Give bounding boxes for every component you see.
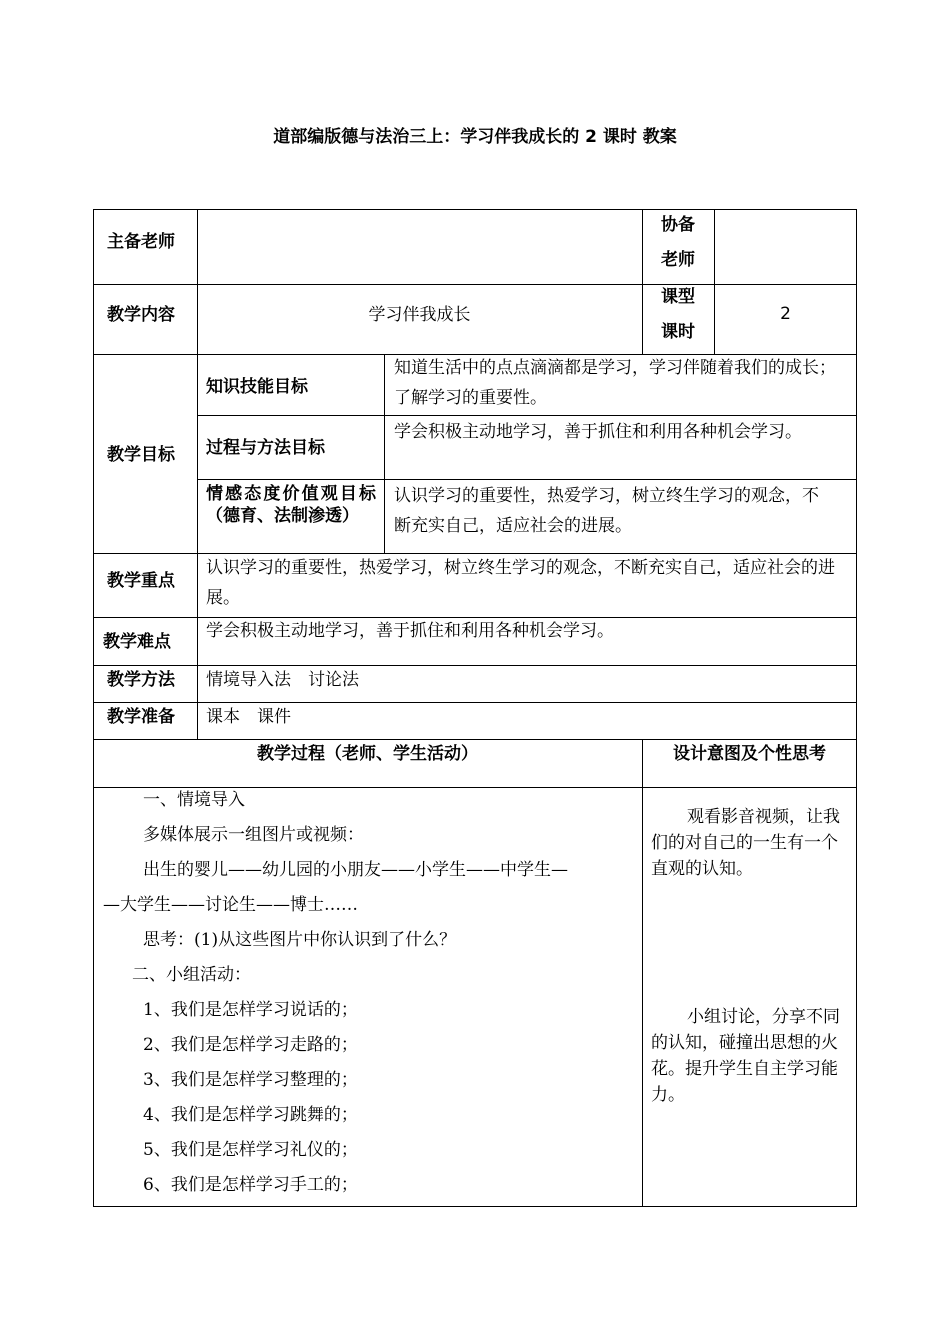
row-divider bbox=[93, 787, 857, 788]
column-divider bbox=[714, 209, 715, 354]
lesson-type-label-line1: 课型 bbox=[661, 287, 695, 307]
process-line: 1、我们是怎样学习说话的； bbox=[143, 1000, 358, 1020]
process-line: 一、情境导入 bbox=[143, 790, 245, 810]
design-note: 观看影音视频，让我们的对自己的一生有一个直观的认知。 bbox=[651, 807, 840, 879]
content-label: 教学内容 bbox=[107, 305, 175, 325]
method-label: 教学方法 bbox=[107, 670, 175, 690]
row-divider bbox=[93, 284, 857, 285]
column-divider bbox=[197, 209, 198, 739]
co-teacher-label-line2: 老师 bbox=[661, 250, 695, 270]
process-line: 2、我们是怎样学习走路的； bbox=[143, 1035, 358, 1055]
preparation-text: 课本 课件 bbox=[206, 707, 291, 727]
row-divider bbox=[93, 739, 857, 740]
process-line: 二、小组活动： bbox=[132, 965, 251, 985]
goal-emotion-text: 认识学习的重要性，热爱学习，树立终生学习的观念，不断充实自己，适应社会的进展。 bbox=[394, 486, 819, 536]
row-divider bbox=[93, 617, 857, 618]
row-divider bbox=[93, 665, 857, 666]
difficulty-label: 教学难点 bbox=[103, 632, 171, 652]
design-note: 小组讨论，分享不同的认知，碰撞出思想的火花。提升学生自主学习能力。 bbox=[651, 1007, 840, 1105]
process-header: 教学过程（老师、学生活动） bbox=[257, 744, 478, 764]
process-line: 思考：(1)从这些图片中你认识到了什么？ bbox=[143, 930, 457, 950]
row-divider bbox=[197, 479, 857, 480]
goal-process-label: 过程与方法目标 bbox=[206, 438, 325, 458]
column-divider bbox=[384, 354, 385, 553]
column-divider bbox=[642, 739, 643, 1207]
co-teacher-label-line1: 协备 bbox=[661, 215, 695, 235]
key-points-label: 教学重点 bbox=[107, 571, 175, 591]
content-value: 学习伴我成长 bbox=[368, 305, 471, 325]
page-title: 道部编版德与法治三上：学习伴我成长的 2 课时 教案 bbox=[273, 127, 677, 147]
process-line: 多媒体展示一组图片或视频： bbox=[143, 825, 364, 845]
row-divider bbox=[197, 415, 857, 416]
lesson-type-label-line2: 课时 bbox=[661, 322, 695, 342]
process-line: 3、我们是怎样学习整理的； bbox=[143, 1070, 358, 1090]
goals-label: 教学目标 bbox=[107, 445, 175, 465]
main-teacher-label: 主备老师 bbox=[107, 232, 175, 252]
process-line: 出生的婴儿——幼儿园的小朋友——小学生——中学生— bbox=[143, 860, 568, 880]
goal-emotion-label: 情感态度价值观目标（德育、法制渗透） bbox=[206, 484, 376, 526]
goal-process-text: 学会积极主动地学习，善于抓住和利用各种机会学习。 bbox=[394, 422, 802, 442]
goal-knowledge-label: 知识技能目标 bbox=[206, 377, 308, 397]
process-line: 5、我们是怎样学习礼仪的； bbox=[143, 1140, 358, 1160]
process-line: 6、我们是怎样学习手工的； bbox=[143, 1175, 358, 1195]
process-line: —大学生——讨论生——博士…… bbox=[103, 895, 358, 915]
difficulty-text: 学会积极主动地学习，善于抓住和利用各种机会学习。 bbox=[206, 621, 614, 641]
method-text: 情境导入法 讨论法 bbox=[206, 670, 359, 690]
lessons-value: 2 bbox=[780, 304, 791, 324]
row-divider bbox=[93, 702, 857, 703]
goal-knowledge-text: 知道生活中的点点滴滴都是学习，学习伴随着我们的成长；了解学习的重要性。 bbox=[394, 358, 836, 408]
preparation-label: 教学准备 bbox=[107, 707, 175, 727]
process-line: 4、我们是怎样学习跳舞的； bbox=[143, 1105, 358, 1125]
key-points-text: 认识学习的重要性，热爱学习，树立终生学习的观念，不断充实自己，适应社会的进展。 bbox=[206, 558, 835, 608]
design-header: 设计意图及个性思考 bbox=[673, 744, 826, 764]
